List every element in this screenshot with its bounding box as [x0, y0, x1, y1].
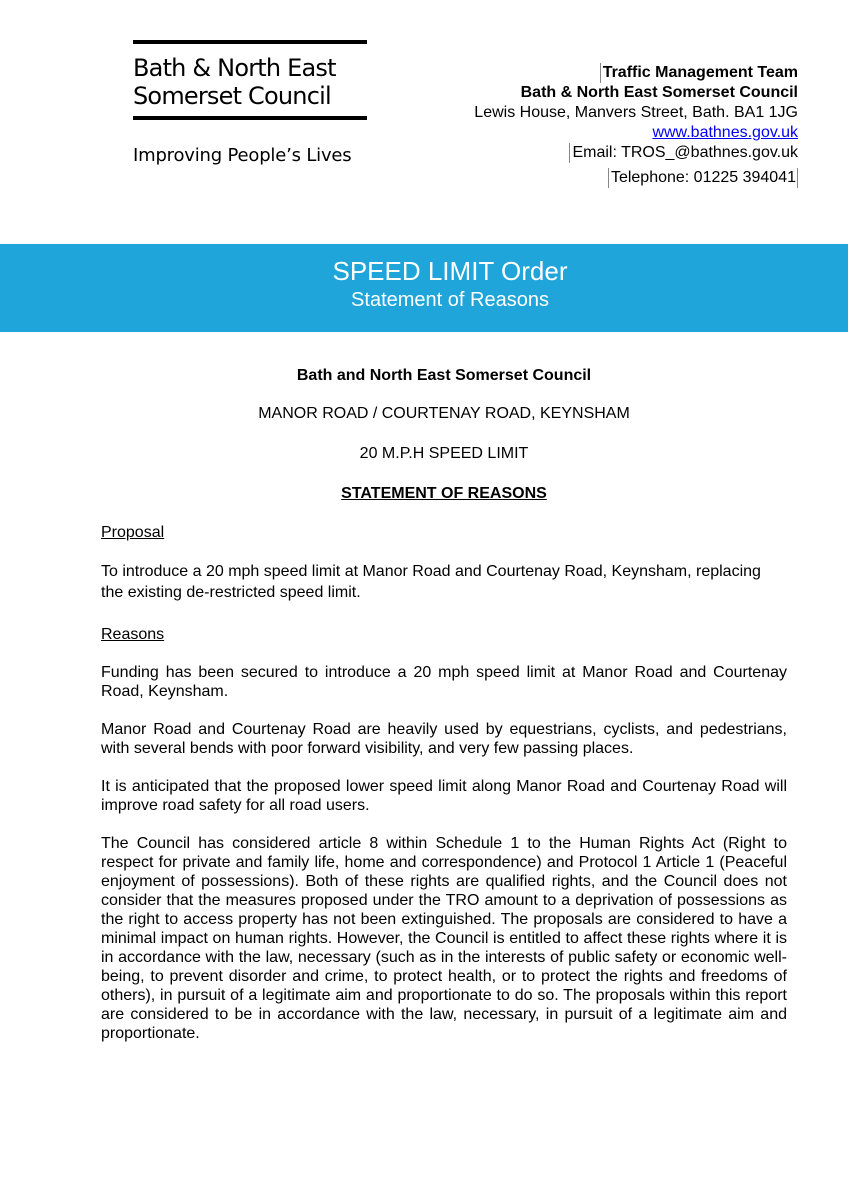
reason-paragraph-human-rights: The Council has considered article 8 within Schedule 1 to the Human Rights Act (Right to respect for private and family life, home and correspondence) and Protocol 1 Article 1 (Peaceful enjoyment of possessions). Both of these rights are qualified rights, and the Council does not consider that the measures proposed under the TRO amount to a deprivation of possessions as the right to access property has not been extinguished. The proposals are considered to have a minimal impact on human rights. However, the Council is entitled to affect these rights where it is in accordance with the law, necessary (such as in the interests of public safety or economic well-being, to prevent disorder and crime, to protect health, or to protect the rights and freedoms of others), in pursuit of a legitimate aim and proportionate to do so. The proposals within this report are considered to be in accordance with the law, necessary, in pursuit of a legitimate aim and proportionate.: [101, 835, 787, 1042]
contact-website-link[interactable]: www.bathnes.gov.uk: [652, 124, 798, 141]
document-body: [101, 366, 787, 1062]
banner-subtitle: Statement of Reasons: [351, 289, 549, 311]
council-logo: [133, 40, 367, 120]
speed-limit-heading: 20 M.P.H SPEED LIMIT: [359, 445, 529, 462]
logo-top-rule: [133, 40, 367, 44]
banner-title: SPEED LIMIT Order: [332, 256, 568, 286]
location-heading: MANOR ROAD / COURTENAY ROAD, KEYNSHAM: [258, 405, 630, 422]
proposal-heading: Proposal: [101, 524, 165, 541]
contact-email: Email: TROS_@bathnes.gov.uk: [569, 143, 798, 163]
logo-tagline: Improving People’s Lives: [133, 145, 352, 166]
logo-name-line-1: Bath & North East: [133, 54, 336, 82]
contact-address: Lewis House, Manvers Street, Bath. BA1 1JG: [474, 104, 798, 121]
logo-name-line-2: Somerset Council: [133, 82, 331, 110]
organisation-heading: Bath and North East Somerset Council: [296, 367, 592, 384]
contact-block: [474, 63, 798, 188]
contact-team: Traffic Management Team: [600, 63, 798, 83]
reason-paragraph-safety: It is anticipated that the proposed lower speed limit along Manor Road and Courtenay Road will improve road safety for all road users.: [101, 778, 787, 814]
reason-paragraph-funding: Funding has been secured to introduce a 20 mph speed limit at Manor Road and Courtenay Road, Keynsham.: [101, 664, 787, 700]
contact-council: Bath & North East Somerset Council: [520, 84, 798, 101]
reasons-heading: Reasons: [101, 626, 165, 643]
contact-telephone: Telephone: 01225 394041: [608, 168, 798, 188]
proposal-paragraph: To introduce a 20 mph speed limit at Manor Road and Courtenay Road, Keynsham, replacing the existing de-restricted speed limit.: [101, 563, 761, 601]
statement-of-reasons-heading: STATEMENT OF REASONS: [341, 485, 547, 502]
reason-paragraph-usage: Manor Road and Courtenay Road are heavily used by equestrians, cyclists, and pedestrians, with several bends with poor forward visibility, and very few passing places.: [101, 721, 787, 757]
logo-bottom-rule: [133, 116, 367, 120]
title-banner: [0, 244, 848, 332]
